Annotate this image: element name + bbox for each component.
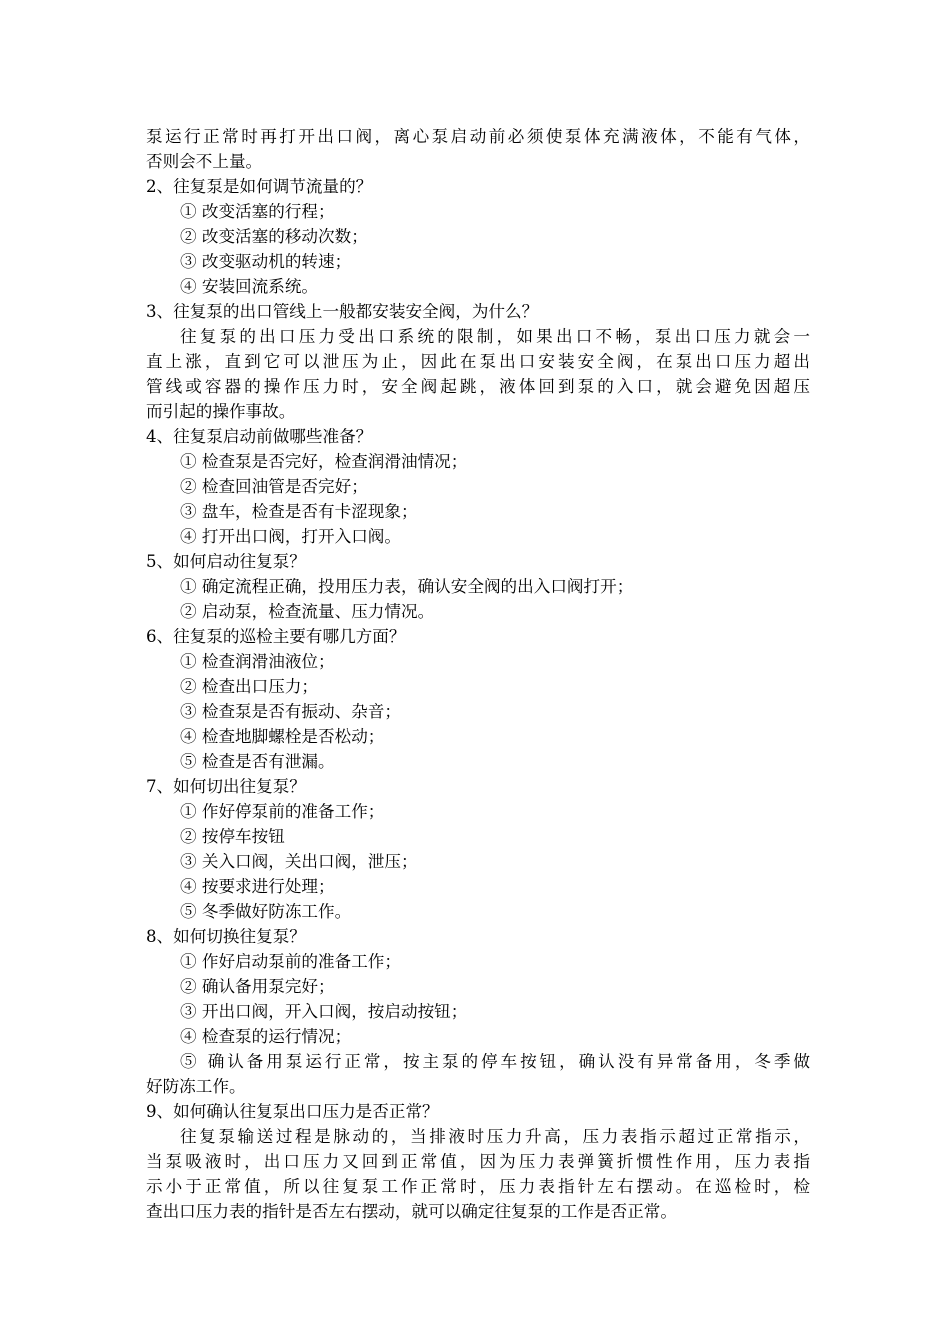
answer-item: ① 作好启动泵前的准备工作； — [180, 952, 401, 971]
answer-item: ② 检查回油管是否完好； — [180, 477, 368, 496]
answer-item: ⑤ 冬季做好防冻工作。 — [180, 902, 352, 921]
question-heading: 5、如何启动往复泵？ — [146, 552, 306, 571]
answer-item: ① 检查润滑油液位； — [180, 652, 335, 671]
answer-item: ④ 检查地脚螺栓是否松动； — [180, 727, 385, 746]
answer-paragraph-line: 查出口压力表的指针是否左右摆动，就可以确定往复泵的工作是否正常。 — [146, 1202, 677, 1221]
question-heading: 4、往复泵启动前做哪些准备？ — [146, 427, 373, 446]
answer-paragraph-line: 好防冻工作。 — [146, 1077, 246, 1096]
document-page — [146, 124, 810, 1224]
answer-item: ⑤ 检查是否有泄漏。 — [180, 752, 335, 771]
answer-item: ① 确定流程正确，投用压力表，确认安全阀的出入口阀打开； — [180, 577, 634, 596]
answer-item: ④ 安装回流系统。 — [180, 277, 319, 296]
answer-item: ① 改变活塞的行程； — [180, 202, 335, 221]
answer-item: ③ 关入口阀，关出口阀，泄压； — [180, 852, 418, 871]
answer-paragraph-line: 当泵吸液时，出口压力又回到正常值，因为压力表弹簧折惯性作用，压力表指 — [146, 1152, 810, 1171]
answer-item: ② 按停车按钮 — [180, 827, 285, 846]
question-heading: 8、如何切换往复泵？ — [146, 927, 306, 946]
answer-item: ② 启动泵，检查流量、压力情况。 — [180, 602, 435, 621]
answer-item: ④ 打开出口阀，打开入口阀。 — [180, 527, 401, 546]
question-heading: 9、如何确认往复泵出口压力是否正常？ — [146, 1102, 439, 1121]
intro-line: 泵运行正常时再打开出口阀，离心泵启动前必须使泵体充满液体，不能有气体， — [146, 127, 810, 146]
answer-item: ① 检查泵是否完好，检查润滑油情况； — [180, 452, 468, 471]
question-heading: 3、往复泵的出口管线上一般都安装安全阀，为什么？ — [146, 302, 539, 321]
question-heading: 2、往复泵是如何调节流量的？ — [146, 177, 373, 196]
answer-item: ② 改变活塞的移动次数； — [180, 227, 368, 246]
answer-paragraph-line: 往复泵输送过程是脉动的，当排液时压力升高，压力表指示超过正常指示， — [180, 1127, 810, 1146]
answer-item: ④ 按要求进行处理； — [180, 877, 335, 896]
answer-paragraph-line: 示小于正常值，所以往复泵工作正常时，压力表指针左右摆动。在巡检时，检 — [146, 1177, 810, 1196]
answer-item: ② 检查出口压力； — [180, 677, 319, 696]
answer-paragraph-line: 管线或容器的操作压力时，安全阀起跳，液体回到泵的入口，就会避免因超压 — [146, 377, 810, 396]
question-heading: 7、如何切出往复泵？ — [146, 777, 306, 796]
answer-paragraph-line: 而引起的操作事故。 — [146, 402, 296, 421]
answer-item: ④ 检查泵的运行情况； — [180, 1027, 352, 1046]
answer-paragraph-line: ⑤ 确认备用泵运行正常，按主泵的停车按钮，确认没有异常备用，冬季做 — [180, 1052, 810, 1071]
answer-item: ③ 开出口阀，开入口阀，按启动按钮； — [180, 1002, 468, 1021]
intro-line: 否则会不上量。 — [146, 152, 263, 171]
question-heading: 6、往复泵的巡检主要有哪几方面？ — [146, 627, 406, 646]
answer-item: ③ 盘车，检查是否有卡涩现象； — [180, 502, 418, 521]
answer-item: ① 作好停泵前的准备工作； — [180, 802, 385, 821]
answer-paragraph-line: 直上涨，直到它可以泄压为止，因此在泵出口安装安全阀，在泵出口压力超出 — [146, 352, 810, 371]
answer-paragraph-line: 往复泵的出口压力受出口系统的限制，如果出口不畅，泵出口压力就会一 — [180, 327, 810, 346]
answer-item: ③ 检查泵是否有振动、杂音； — [180, 702, 401, 721]
answer-item: ② 确认备用泵完好； — [180, 977, 335, 996]
answer-item: ③ 改变驱动机的转速； — [180, 252, 352, 271]
